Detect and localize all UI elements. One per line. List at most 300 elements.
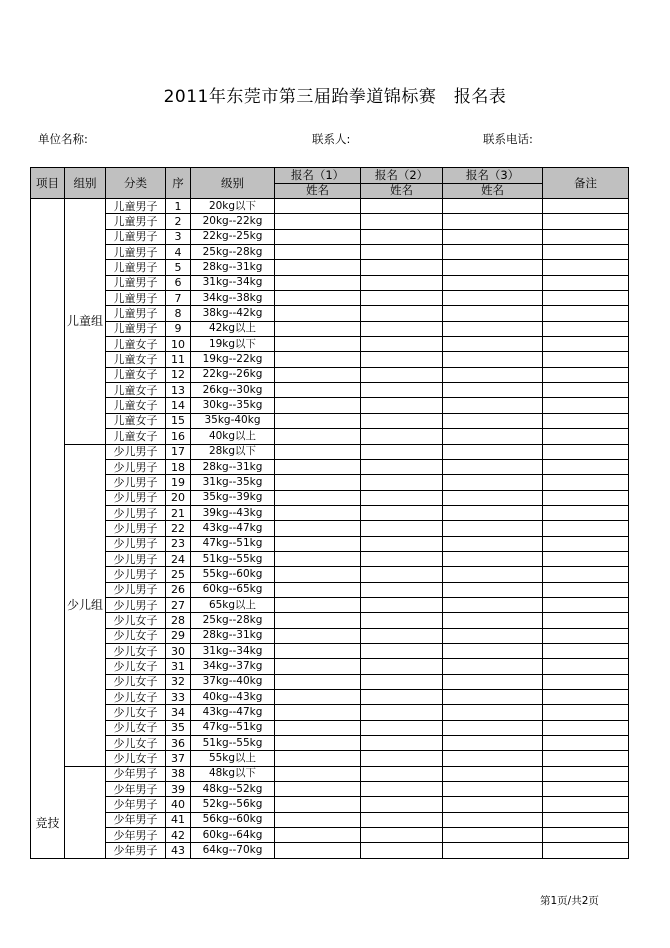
category-cell: 儿童女子 [106,383,166,398]
seq-cell: 38 [166,766,191,781]
project-cell [31,199,65,859]
category-cell: 儿童男子 [106,291,166,306]
name1-cell[interactable] [275,613,361,628]
category-cell: 少儿女子 [106,674,166,689]
weight-cell: 19kg--22kg [191,352,275,367]
page-number: 第1页/共2页 [540,895,599,907]
category-cell: 少儿女子 [106,690,166,705]
name2-cell[interactable] [361,782,443,797]
name3-cell[interactable] [443,659,543,674]
name3-cell[interactable] [443,828,543,843]
table-row [31,475,629,490]
name2-cell[interactable] [361,582,443,597]
name2-cell[interactable] [361,567,443,582]
remark-cell[interactable] [543,705,629,720]
remark-cell[interactable] [543,337,629,352]
name3-cell[interactable] [443,812,543,827]
remark-cell[interactable] [543,429,629,444]
table-row [31,352,629,367]
name3-cell[interactable] [443,674,543,689]
remark-cell[interactable] [543,521,629,536]
table-row [31,291,629,306]
remark-cell[interactable] [543,782,629,797]
name2-cell[interactable] [361,475,443,490]
remark-cell[interactable] [543,736,629,751]
name3-cell[interactable] [443,383,543,398]
name3-cell[interactable] [443,521,543,536]
remark-cell[interactable] [543,766,629,781]
table-row [31,245,629,260]
remark-cell[interactable] [543,751,629,766]
remark-cell[interactable] [543,260,629,275]
name1-cell[interactable] [275,582,361,597]
name1-cell[interactable] [275,597,361,612]
weight-cell: 38kg--42kg [191,306,275,321]
category-cell: 儿童女子 [106,337,166,352]
category-cell: 少年男子 [106,812,166,827]
name2-cell[interactable] [361,429,443,444]
seq-cell: 4 [166,245,191,260]
name3-cell[interactable] [443,720,543,735]
name2-cell[interactable] [361,705,443,720]
name1-cell[interactable] [275,659,361,674]
category-cell: 儿童男子 [106,214,166,229]
name1-cell[interactable] [275,352,361,367]
category-cell: 儿童女子 [106,413,166,428]
name2-cell[interactable] [361,797,443,812]
name3-cell[interactable] [443,536,543,551]
remark-cell[interactable] [543,291,629,306]
table-row [31,597,629,612]
seq-cell: 17 [166,444,191,459]
category-cell: 少儿女子 [106,643,166,658]
name3-cell[interactable] [443,475,543,490]
name3-cell[interactable] [443,429,543,444]
header-name3: 姓名 [443,183,543,199]
table-row [31,782,629,797]
remark-cell[interactable] [543,582,629,597]
name1-cell[interactable] [275,505,361,520]
weight-cell: 35kg-40kg [191,413,275,428]
name2-cell[interactable] [361,536,443,551]
seq-cell: 30 [166,643,191,658]
name3-cell[interactable] [443,321,543,336]
name3-cell[interactable] [443,229,543,244]
weight-cell: 19kg以下 [191,337,275,352]
category-cell: 儿童男子 [106,199,166,214]
contact-person-label: 联系人: [312,132,351,146]
remark-cell[interactable] [543,828,629,843]
name2-cell[interactable] [361,199,443,214]
name1-cell[interactable] [275,306,361,321]
name1-cell[interactable] [275,475,361,490]
category-cell: 少儿女子 [106,705,166,720]
name1-cell[interactable] [275,429,361,444]
name1-cell[interactable] [275,720,361,735]
name1-cell[interactable] [275,413,361,428]
remark-cell[interactable] [543,199,629,214]
header-category: 分类 [106,168,166,199]
name2-cell[interactable] [361,413,443,428]
name1-cell[interactable] [275,444,361,459]
seq-cell: 20 [166,490,191,505]
name1-cell[interactable] [275,291,361,306]
remark-cell[interactable] [543,674,629,689]
seq-cell: 14 [166,398,191,413]
category-cell: 儿童男子 [106,275,166,290]
name2-cell[interactable] [361,306,443,321]
weight-cell: 22kg--26kg [191,367,275,382]
seq-cell: 33 [166,690,191,705]
name3-cell[interactable] [443,705,543,720]
name1-cell[interactable] [275,383,361,398]
category-cell: 少儿女子 [106,736,166,751]
name1-cell[interactable] [275,674,361,689]
remark-cell[interactable] [543,643,629,658]
name2-cell[interactable] [361,352,443,367]
name3-cell[interactable] [443,214,543,229]
name3-cell[interactable] [443,613,543,628]
table-row [31,429,629,444]
registration-table [30,167,629,859]
seq-cell: 27 [166,597,191,612]
remark-cell[interactable] [543,475,629,490]
remark-cell[interactable] [543,367,629,382]
table-row [31,628,629,643]
seq-cell: 36 [166,736,191,751]
name1-cell[interactable] [275,367,361,382]
name1-cell[interactable] [275,551,361,566]
name1-cell[interactable] [275,812,361,827]
weight-cell: 60kg--65kg [191,582,275,597]
table-row [31,797,629,812]
name3-cell[interactable] [443,291,543,306]
remark-cell[interactable] [543,536,629,551]
weight-cell: 28kg--31kg [191,628,275,643]
table-row [31,674,629,689]
seq-cell: 29 [166,628,191,643]
name2-cell[interactable] [361,521,443,536]
weight-cell: 51kg--55kg [191,736,275,751]
table-row [31,413,629,428]
table-row [31,720,629,735]
name2-cell[interactable] [361,321,443,336]
name2-cell[interactable] [361,367,443,382]
table-row [31,199,629,214]
category-cell: 少年男子 [106,782,166,797]
name3-cell[interactable] [443,260,543,275]
name2-cell[interactable] [361,229,443,244]
seq-cell: 37 [166,751,191,766]
table-row [31,751,629,766]
name2-cell[interactable] [361,444,443,459]
category-cell: 儿童女子 [106,352,166,367]
name1-cell[interactable] [275,567,361,582]
name2-cell[interactable] [361,736,443,751]
header-remark: 备注 [543,168,629,199]
name1-cell[interactable] [275,245,361,260]
name2-cell[interactable] [361,383,443,398]
name1-cell[interactable] [275,797,361,812]
name1-cell[interactable] [275,828,361,843]
name2-cell[interactable] [361,291,443,306]
name3-cell[interactable] [443,751,543,766]
category-cell: 少年男子 [106,843,166,858]
name1-cell[interactable] [275,275,361,290]
name3-cell[interactable] [443,352,543,367]
table-row [31,843,629,858]
name2-cell[interactable] [361,551,443,566]
seq-cell: 26 [166,582,191,597]
name3-cell[interactable] [443,551,543,566]
category-cell: 少儿男子 [106,521,166,536]
category-cell: 少儿男子 [106,490,166,505]
table-row [31,229,629,244]
name2-cell[interactable] [361,751,443,766]
name3-cell[interactable] [443,367,543,382]
weight-cell: 40kg以上 [191,429,275,444]
seq-cell: 7 [166,291,191,306]
table-row [31,705,629,720]
seq-cell: 40 [166,797,191,812]
table-row [31,214,629,229]
name1-cell[interactable] [275,214,361,229]
header-weight: 级别 [191,168,275,199]
name1-cell[interactable] [275,751,361,766]
name1-cell[interactable] [275,643,361,658]
seq-cell: 31 [166,659,191,674]
name3-cell[interactable] [443,567,543,582]
name3-cell[interactable] [443,843,543,858]
name3-cell[interactable] [443,199,543,214]
seq-cell: 24 [166,551,191,566]
name2-cell[interactable] [361,659,443,674]
table-row [31,383,629,398]
weight-cell: 43kg--47kg [191,705,275,720]
weight-cell: 65kg以上 [191,597,275,612]
table-body [31,199,629,859]
category-cell: 少儿女子 [106,613,166,628]
name2-cell[interactable] [361,812,443,827]
name2-cell[interactable] [361,245,443,260]
weight-cell: 52kg--56kg [191,797,275,812]
seq-cell: 18 [166,459,191,474]
name1-cell[interactable] [275,459,361,474]
seq-cell: 5 [166,260,191,275]
remark-cell[interactable] [543,321,629,336]
remark-cell[interactable] [543,797,629,812]
name1-cell[interactable] [275,199,361,214]
name2-cell[interactable] [361,828,443,843]
weight-cell: 25kg--28kg [191,613,275,628]
seq-cell: 15 [166,413,191,428]
name1-cell[interactable] [275,705,361,720]
category-cell: 少儿男子 [106,475,166,490]
name1-cell[interactable] [275,843,361,858]
table-row [31,521,629,536]
remark-cell[interactable] [543,229,629,244]
category-cell: 儿童男子 [106,229,166,244]
table-row [31,582,629,597]
name2-cell[interactable] [361,843,443,858]
weight-cell: 25kg--28kg [191,245,275,260]
name2-cell[interactable] [361,766,443,781]
name2-cell[interactable] [361,275,443,290]
name3-cell[interactable] [443,444,543,459]
category-cell: 少儿男子 [106,459,166,474]
remark-cell[interactable] [543,413,629,428]
category-cell: 儿童女子 [106,429,166,444]
name3-cell[interactable] [443,306,543,321]
weight-cell: 35kg--39kg [191,490,275,505]
remark-cell[interactable] [543,275,629,290]
name3-cell[interactable] [443,797,543,812]
header-name1: 姓名 [275,183,361,199]
remark-cell[interactable] [543,812,629,827]
remark-cell[interactable] [543,597,629,612]
weight-cell: 31kg--34kg [191,643,275,658]
table-row [31,444,629,459]
name2-cell[interactable] [361,398,443,413]
weight-cell: 47kg--51kg [191,720,275,735]
table-row [31,337,629,352]
name2-cell[interactable] [361,613,443,628]
name1-cell[interactable] [275,521,361,536]
name2-cell[interactable] [361,597,443,612]
name2-cell[interactable] [361,628,443,643]
name3-cell[interactable] [443,736,543,751]
remark-cell[interactable] [543,720,629,735]
remark-cell[interactable] [543,690,629,705]
remark-cell[interactable] [543,505,629,520]
name2-cell[interactable] [361,643,443,658]
name3-cell[interactable] [443,766,543,781]
weight-cell: 31kg--34kg [191,275,275,290]
name2-cell[interactable] [361,674,443,689]
name2-cell[interactable] [361,214,443,229]
remark-cell[interactable] [543,214,629,229]
name2-cell[interactable] [361,337,443,352]
name1-cell[interactable] [275,782,361,797]
name3-cell[interactable] [443,582,543,597]
remark-cell[interactable] [543,613,629,628]
name3-cell[interactable] [443,690,543,705]
category-cell: 少儿男子 [106,567,166,582]
table-row [31,828,629,843]
name2-cell[interactable] [361,459,443,474]
weight-cell: 60kg--64kg [191,828,275,843]
name3-cell[interactable] [443,782,543,797]
name1-cell[interactable] [275,736,361,751]
table-row [31,490,629,505]
seq-cell: 25 [166,567,191,582]
remark-cell[interactable] [543,551,629,566]
name3-cell[interactable] [443,413,543,428]
seq-cell: 10 [166,337,191,352]
name2-cell[interactable] [361,490,443,505]
table-row [31,567,629,582]
seq-cell: 2 [166,214,191,229]
header-reg2: 报名（2） [361,168,443,184]
remark-cell[interactable] [543,459,629,474]
category-cell: 少儿男子 [106,505,166,520]
table-row [31,459,629,474]
name3-cell[interactable] [443,643,543,658]
remark-cell[interactable] [543,245,629,260]
weight-cell: 40kg--43kg [191,690,275,705]
table-row [31,260,629,275]
name3-cell[interactable] [443,275,543,290]
category-cell: 儿童女子 [106,398,166,413]
name1-cell[interactable] [275,490,361,505]
remark-cell[interactable] [543,352,629,367]
remark-cell[interactable] [543,628,629,643]
seq-cell: 22 [166,521,191,536]
name3-cell[interactable] [443,597,543,612]
category-cell: 儿童男子 [106,306,166,321]
name3-cell[interactable] [443,337,543,352]
category-cell: 儿童女子 [106,367,166,382]
name1-cell[interactable] [275,690,361,705]
remark-cell[interactable] [543,567,629,582]
weight-cell: 20kg--22kg [191,214,275,229]
weight-cell: 42kg以上 [191,321,275,336]
weight-cell: 48kg以下 [191,766,275,781]
weight-cell: 55kg以上 [191,751,275,766]
remark-cell[interactable] [543,659,629,674]
name1-cell[interactable] [275,321,361,336]
name2-cell[interactable] [361,690,443,705]
weight-cell: 34kg--37kg [191,659,275,674]
name2-cell[interactable] [361,505,443,520]
seq-cell: 32 [166,674,191,689]
remark-cell[interactable] [543,306,629,321]
name1-cell[interactable] [275,536,361,551]
weight-cell: 22kg--25kg [191,229,275,244]
remark-cell[interactable] [543,444,629,459]
name1-cell[interactable] [275,260,361,275]
name2-cell[interactable] [361,260,443,275]
seq-cell: 13 [166,383,191,398]
name3-cell[interactable] [443,459,543,474]
header-reg3: 报名（3） [443,168,543,184]
name1-cell[interactable] [275,337,361,352]
name3-cell[interactable] [443,628,543,643]
table-row [31,690,629,705]
name2-cell[interactable] [361,720,443,735]
weight-cell: 26kg--30kg [191,383,275,398]
category-cell: 少儿男子 [106,444,166,459]
seq-cell: 42 [166,828,191,843]
remark-cell[interactable] [543,843,629,858]
remark-cell[interactable] [543,398,629,413]
name3-cell[interactable] [443,490,543,505]
seq-cell: 35 [166,720,191,735]
seq-cell: 34 [166,705,191,720]
name1-cell[interactable] [275,229,361,244]
header-project: 项目 [31,168,65,199]
name1-cell[interactable] [275,766,361,781]
name1-cell[interactable] [275,628,361,643]
name3-cell[interactable] [443,398,543,413]
name1-cell[interactable] [275,398,361,413]
remark-cell[interactable] [543,490,629,505]
name3-cell[interactable] [443,505,543,520]
name3-cell[interactable] [443,245,543,260]
weight-cell: 37kg--40kg [191,674,275,689]
remark-cell[interactable] [543,383,629,398]
weight-cell: 30kg--35kg [191,398,275,413]
